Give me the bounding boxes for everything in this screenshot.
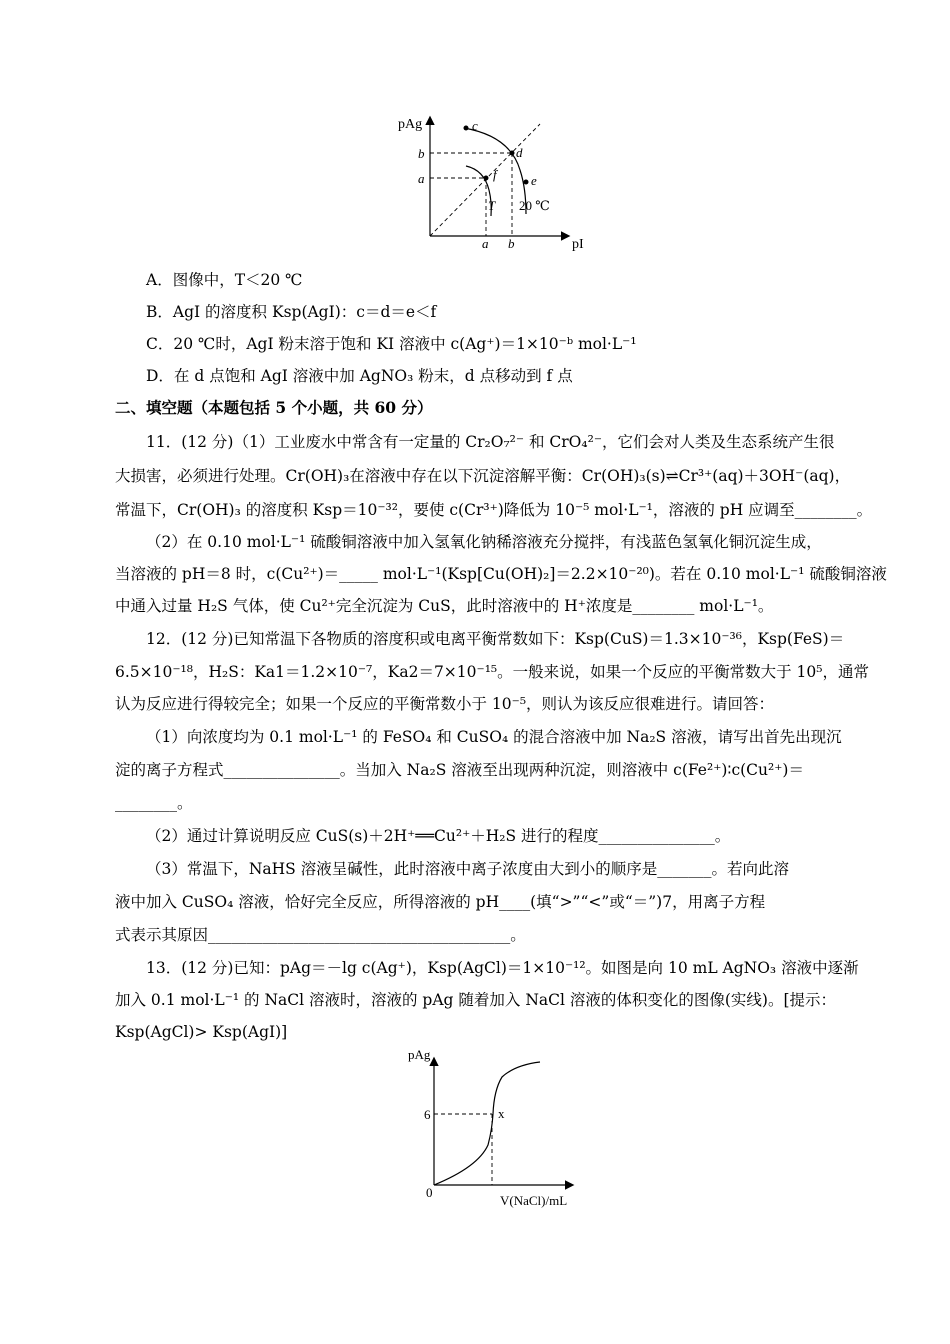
option-d: D．在 d 点饱和 AgI 溶液中加 AgNO₃ 粉末，d 点移动到 f 点 <box>146 367 573 385</box>
q12-line9: 液中加入 CuSO₄ 溶液，恰好完全反应，所得溶液的 pH____(填“>”“<”或“＝”)7，用离子方程 <box>115 893 766 911</box>
q13-line2: 加入 0.1 mol·L⁻¹ 的 NaCl 溶液时，溶液的 pAg 随着加入 NaCl 溶液的体积变化的图像(实线)。[提示： <box>115 991 837 1009</box>
fig1-label-c: c <box>472 118 478 133</box>
point-e <box>524 180 529 185</box>
section-heading: 二、填空题（本题包括 5 个小题，共 60 分） <box>115 398 433 417</box>
q13-line3: Ksp(AgCl)> Ksp(AgI)] <box>115 1023 288 1041</box>
fig2-point-x: x <box>498 1106 505 1121</box>
q12-line10: 式表示其原因_______________________________________。 <box>115 926 526 944</box>
option-b: B．AgI 的溶度积 Ksp(AgI)：c＝d＝e＜f <box>146 303 437 321</box>
q12-line8: （3）常温下，NaHS 溶液呈碱性，此时溶液中离子浓度由大到小的顺序是_______。若向此溶 <box>146 860 789 878</box>
q11-line5: 当溶液的 pH＝8 时，c(Cu²⁺)＝_____ mol·L⁻¹(Ksp[Cu(OH)₂]＝2.2×10⁻²⁰)。若在 0.10 mol·L⁻¹ 硫酸铜溶液 <box>115 565 887 583</box>
q12-line2: 6.5×10⁻¹⁸，H₂S：Ka1＝1.2×10⁻⁷，Ka2＝7×10⁻¹⁵。一般来说，如果一个反应的平衡常数大于 10⁵，通常 <box>115 663 869 681</box>
point-d <box>510 151 515 156</box>
fig1-tick-x-a: a <box>482 236 489 251</box>
q11-line6: 中通入过量 H₂S 气体，使 Cu²⁺完全沉淀为 CuS，此时溶液中的 H⁺浓度是________ mol·L⁻¹。 <box>115 597 774 615</box>
q11-line1: 11．(12 分)（1）工业废水中常含有一定量的 Cr₂O₇²⁻ 和 CrO₄²⁻，它们会对人类及生态系统产生很 <box>146 433 835 451</box>
fig1-xlabel: pI <box>572 237 584 252</box>
fig1-label-f: f <box>493 167 497 182</box>
fig1-label-20c: 20 ℃ <box>519 198 550 213</box>
fig2-curve <box>434 1062 540 1185</box>
figure-pag-vs-pi <box>0 0 950 260</box>
q11-line2: 大损害，必须进行处理。Cr(OH)₃在溶液中存在以下沉淀溶解平衡：Cr(OH)₃(s)⇌Cr³⁺(aq)＋3OH⁻(aq)， <box>115 467 851 485</box>
fig1-label-T: T <box>488 198 496 213</box>
q11-line4: （2）在 0.10 mol·L⁻¹ 硫酸铜溶液中加入氢氧化钠稀溶液充分搅拌，有浅蓝色氢氧化铜沉淀生成， <box>146 533 822 551</box>
fig2-tick-6: 6 <box>424 1107 431 1122</box>
fig2-origin: 0 <box>426 1185 433 1200</box>
fig1-tick-y-b: b <box>418 146 425 161</box>
q12-line7: （2）通过计算说明反应 CuS(s)＋2H⁺══Cu²⁺＋H₂S 进行的程度_______________。 <box>146 827 731 845</box>
q13-line1: 13．(12 分)已知：pAg＝－lg c(Ag⁺)，Ksp(AgCl)＝1×10⁻¹²。如图是向 10 mL AgNO₃ 溶液中逐渐 <box>146 959 859 977</box>
fig1-tick-y-a: a <box>418 171 425 186</box>
fig1-label-d: d <box>516 145 523 160</box>
option-c: C．20 ℃时，AgI 粉末溶于饱和 KI 溶液中 c(Ag⁺)＝1×10⁻ᵇ mol·L⁻¹ <box>146 335 637 353</box>
q12-line4: （1）向浓度均为 0.1 mol·L⁻¹ 的 FeSO₄ 和 CuSO₄ 的混合溶液中加 Na₂S 溶液，请写出首先出现沉 <box>146 728 842 746</box>
point-c <box>464 126 469 131</box>
figure-titration-curve <box>0 1045 950 1215</box>
option-a: A．图像中，T＜20 ℃ <box>146 271 303 289</box>
q12-line1: 12．(12 分)已知常温下各物质的溶度积或电离平衡常数如下：Ksp(CuS)＝1.3×10⁻³⁶，Ksp(FeS)＝ <box>146 630 845 648</box>
fig2-ylabel: pAg <box>408 1047 431 1062</box>
point-f <box>484 176 489 181</box>
fig1-label-e: e <box>531 173 537 188</box>
fig1-ylabel: pAg <box>398 117 423 132</box>
fig1-tick-x-b: b <box>508 236 515 251</box>
q12-line3: 认为反应进行得较完全；如果一个反应的平衡常数小于 10⁻⁵，则认为该反应很难进行。请回答： <box>115 695 775 713</box>
fig2-xlabel: V(NaCl)/mL <box>500 1193 568 1208</box>
q12-line6: ________。 <box>115 794 193 812</box>
q11-line3: 常温下，Cr(OH)₃ 的溶度积 Ksp＝10⁻³²，要使 c(Cr³⁺)降低为 10⁻⁵ mol·L⁻¹，溶液的 pH 应调至________。 <box>115 501 873 519</box>
q12-line5: 淀的离子方程式_______________。当加入 Na₂S 溶液至出现两种沉淀，则溶液中 c(Fe²⁺)∶c(Cu²⁺)＝ <box>115 761 804 779</box>
